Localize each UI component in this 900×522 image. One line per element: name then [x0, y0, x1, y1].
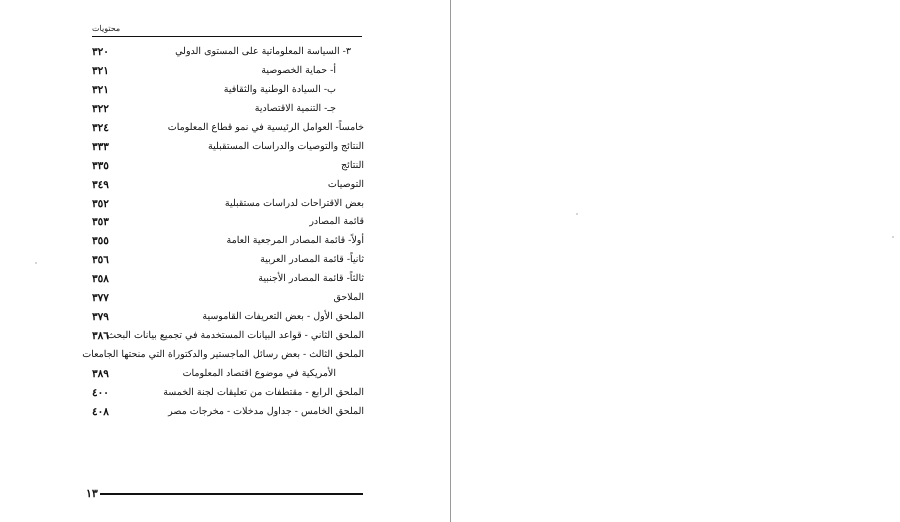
toc-entry-title: قائمة المصادر [309, 216, 364, 228]
toc-page-number: ٣٧٧ [92, 292, 109, 305]
toc-page-number: ٣٣٣ [92, 140, 109, 153]
toc-entry-title: ٣- السياسة المعلوماتية على المستوى الدولي [175, 46, 351, 57]
toc-page-number: ٣٥٦ [92, 254, 109, 267]
toc-entry [92, 178, 364, 197]
paper-speck [892, 236, 894, 238]
toc-page-number: ٣٢٢ [92, 102, 109, 115]
toc-entry [92, 253, 364, 272]
toc-entry [92, 234, 364, 253]
toc-entry [92, 329, 364, 348]
toc-page-number: ٣٨٦ [92, 330, 109, 343]
toc-entry [92, 102, 364, 121]
toc-entry [92, 386, 364, 405]
toc-page-number: ٣٥٣ [92, 216, 109, 229]
page-number: ١٣ [86, 487, 98, 500]
toc-page-number: ٣٥٥ [92, 235, 109, 248]
toc-entry-title: بعض الاقتراحات لدراسات مستقبلية [224, 197, 364, 209]
toc-page-number: ٤٠٠ [92, 386, 109, 399]
toc-entry-title: ثالثاً- قائمة المصادر الأجنبية [258, 273, 364, 285]
toc-entry [92, 197, 364, 216]
toc-entry-title: التوصيات [327, 178, 364, 190]
running-header: محتويات [92, 24, 121, 33]
toc-entry-title: الملحق الثاني - قواعد البيانات المستخدمة في تجميع بيانات البحث [107, 330, 364, 342]
toc-page-number: ٣٢٠ [92, 46, 109, 58]
toc-entry-title: الملحق الأول - بعض التعريفات القاموسية [202, 311, 364, 323]
toc-page-number: ٤٠٨ [92, 405, 109, 418]
toc-page-number: ٣٢١ [92, 64, 109, 77]
toc-entry-title: الملحق الخامس - جداول مدخلات - مخرجات مصر [168, 405, 364, 417]
toc-page-number: ٣٢١ [92, 83, 109, 96]
toc-page-number: ٣٢٤ [92, 121, 109, 134]
toc-entry [92, 45, 364, 64]
toc-page-number: ٣٤٩ [92, 178, 109, 191]
toc-entry [92, 272, 364, 291]
toc-entry [92, 367, 364, 386]
toc-entry-title: النتائج والتوصيات والدراسات المستقبلية [208, 140, 364, 152]
toc-entry [92, 121, 364, 140]
toc-entry [82, 348, 364, 367]
toc-entry-title: أولاً- قائمة المصادر المرجعية العامة [226, 235, 364, 247]
toc-entry-title: أ- حماية الخصوصية [261, 64, 336, 76]
toc-entry-title: الملاحق [333, 292, 364, 304]
toc-entry [92, 405, 364, 424]
toc-entry-title: الملحق الثالث - بعض رسائل الماجستير والدكتوراة التي منحتها الجامعات [82, 349, 364, 360]
paper-speck [576, 213, 578, 215]
toc-page-number: ٣٣٥ [92, 159, 109, 172]
toc-page-number: ٣٧٩ [92, 311, 109, 324]
toc-entry [92, 310, 364, 329]
right-page-blank [451, 0, 900, 522]
toc-entry [92, 159, 364, 178]
toc-entry-title: ثانياً- قائمة المصادر العربية [260, 254, 364, 266]
toc-entry-title: النتائج [341, 159, 364, 171]
toc-entry [92, 215, 364, 234]
toc-entry [92, 291, 364, 310]
toc-entry-title: جـ- التنمية الاقتصادية [254, 102, 336, 114]
toc-entry [92, 140, 364, 159]
paper-speck [35, 262, 37, 264]
footer-rule [100, 493, 363, 495]
toc-entry [92, 64, 364, 83]
toc-entry-title: الأمريكية في موضوع اقتصاد المعلومات [182, 367, 336, 379]
toc-page-number: ٣٨٩ [92, 367, 109, 380]
header-rule [92, 36, 362, 37]
toc-entry-title: ب- السيادة الوطنية والثقافية [223, 83, 336, 95]
table-of-contents [82, 45, 364, 424]
toc-entry [92, 83, 364, 102]
toc-entry-title: الملحق الرابع - مقتطفات من تعليقات لجنة الخمسة [163, 386, 364, 398]
toc-page-number: ٣٥٢ [92, 197, 109, 210]
toc-page-number: ٣٥٨ [92, 273, 109, 286]
toc-entry-title: خامساً- العوامل الرئيسية في نمو قطاع المعلومات [167, 121, 364, 133]
